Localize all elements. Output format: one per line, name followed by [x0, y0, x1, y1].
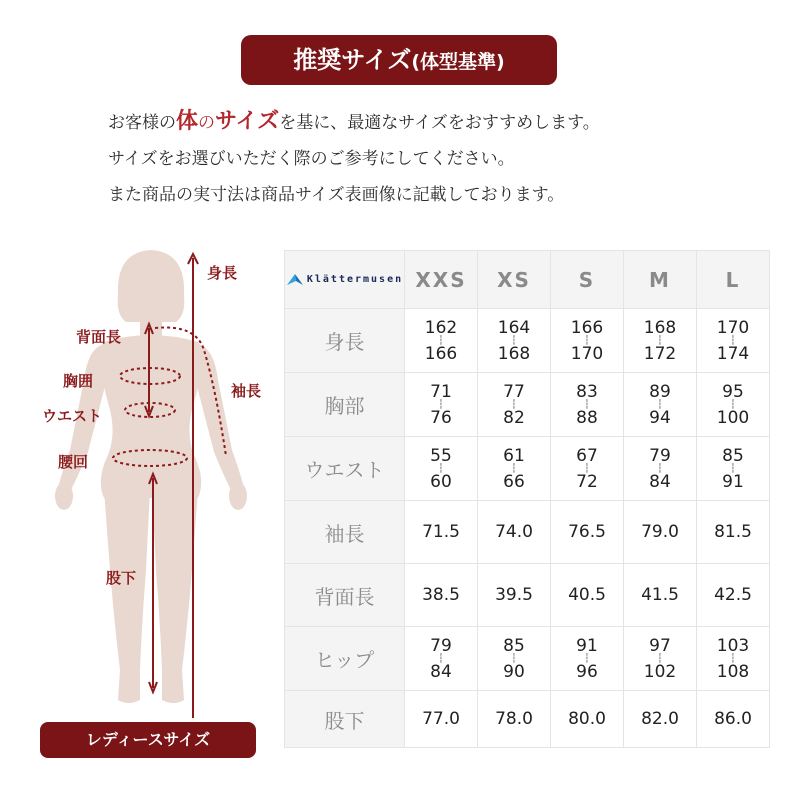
range-separator: ┆: [438, 335, 444, 346]
row-label: 股下: [285, 691, 405, 748]
body-figure-illustration: [0, 240, 280, 720]
range-max: 84: [649, 471, 671, 492]
range-min: 170: [716, 317, 750, 338]
range-max: 102: [643, 661, 677, 682]
range-separator: ┆: [584, 463, 590, 474]
intro-text: [108, 104, 600, 213]
range-max: 94: [649, 407, 671, 428]
table-cell: [551, 627, 624, 691]
table-cell: 79.0: [624, 501, 697, 564]
figure-left-hand: [55, 482, 73, 510]
label-hip: 腰回: [58, 453, 89, 471]
ladies-size-caption: レディースサイズ: [40, 722, 256, 758]
range-min: 83: [576, 381, 598, 402]
table-row-inseam: [285, 691, 770, 748]
table-cell: [405, 627, 478, 691]
size-l: L: [697, 251, 770, 309]
range-min: 67: [576, 445, 598, 466]
range-min: 166: [570, 317, 604, 338]
intro-line-3: また商品の実寸法は商品サイズ表画像に記載しております。: [108, 185, 565, 205]
banner-title: 推奨サイズ: [293, 46, 412, 74]
range-min: 71: [430, 381, 452, 402]
table-row-back-length: [285, 564, 770, 627]
range-separator: ┆: [730, 399, 736, 410]
table-cell: 41.5: [624, 564, 697, 627]
table-cell: 40.5: [551, 564, 624, 627]
range-min: 97: [649, 635, 671, 656]
table-cell: [624, 627, 697, 691]
table-cell: [551, 373, 624, 437]
row-label: 背面長: [285, 564, 405, 627]
range-separator: ┆: [657, 463, 663, 474]
range-max: 60: [430, 471, 452, 492]
range-separator: ┆: [511, 653, 517, 664]
table-cell: 42.5: [697, 564, 770, 627]
title-banner: [241, 35, 557, 85]
size-header-row: [285, 251, 770, 309]
brand-logo-cell: [285, 251, 405, 309]
range-separator: ┆: [657, 653, 663, 664]
table-cell: [697, 627, 770, 691]
size-xs: XS: [478, 251, 551, 309]
table-cell: 86.0: [697, 691, 770, 748]
table-cell: 71.5: [405, 501, 478, 564]
range-separator: ┆: [730, 335, 736, 346]
intro-highlight-body: 体: [176, 109, 199, 134]
range-max: 100: [716, 407, 750, 428]
table-cell: [697, 373, 770, 437]
label-height: 身長: [207, 264, 238, 282]
table-cell: 39.5: [478, 564, 551, 627]
range-separator: ┆: [511, 463, 517, 474]
table-cell: [624, 437, 697, 501]
range-separator: ┆: [511, 335, 517, 346]
range-max: 72: [576, 471, 598, 492]
range-separator: ┆: [584, 399, 590, 410]
size-s: S: [551, 251, 624, 309]
range-max: 172: [643, 343, 677, 364]
range-max: 108: [716, 661, 750, 682]
range-min: 89: [649, 381, 671, 402]
table-cell: [551, 437, 624, 501]
intro-line-1: [108, 104, 600, 141]
range-max: 170: [570, 343, 604, 364]
intro-line1-pre: お客様の: [108, 113, 176, 133]
table-cell: [697, 309, 770, 373]
range-separator: ┆: [657, 335, 663, 346]
range-min: 79: [649, 445, 671, 466]
table-cell: 78.0: [478, 691, 551, 748]
range-min: 85: [503, 635, 525, 656]
intro-line-2: サイズをお選びいただく際のご参考にしてください。: [108, 149, 515, 169]
range-min: 164: [497, 317, 531, 338]
label-sleeve: 袖長: [231, 382, 262, 400]
range-max: 82: [503, 407, 525, 428]
brand-logo-icon: [286, 273, 304, 287]
table-cell: [697, 437, 770, 501]
range-max: 166: [424, 343, 458, 364]
figure-left-leg: [104, 490, 150, 703]
table-cell: [551, 309, 624, 373]
label-chest: 胸囲: [63, 372, 94, 390]
range-max: 174: [716, 343, 750, 364]
size-xxs: XXS: [405, 251, 478, 309]
intro-line1-post: を基に、最適なサイズをおすすめします。: [279, 113, 600, 133]
range-separator: ┆: [438, 399, 444, 410]
row-label: ウエスト: [285, 437, 405, 501]
brand-logo-text: Klättermusen: [306, 274, 404, 285]
range-separator: ┆: [511, 399, 517, 410]
range-max: 96: [576, 661, 598, 682]
table-row-waist: [285, 437, 770, 501]
table-cell: [624, 373, 697, 437]
table-row-sleeve: [285, 501, 770, 564]
range-separator: ┆: [584, 335, 590, 346]
table-cell: [478, 627, 551, 691]
range-max: 66: [503, 471, 525, 492]
size-table: [284, 250, 770, 748]
table-cell: [405, 373, 478, 437]
range-separator: ┆: [657, 399, 663, 410]
figure-right-leg: [152, 490, 198, 703]
size-m: M: [624, 251, 697, 309]
label-waist: ウエスト: [42, 407, 103, 425]
range-min: 85: [722, 445, 744, 466]
intro-highlight-size: サイズ: [215, 109, 280, 134]
row-label: 身長: [285, 309, 405, 373]
range-min: 77: [503, 381, 525, 402]
intro-highlight-no: の: [198, 113, 216, 133]
table-cell: 38.5: [405, 564, 478, 627]
row-label: 胸部: [285, 373, 405, 437]
table-cell: [478, 309, 551, 373]
figure-right-hand: [229, 482, 247, 510]
range-separator: ┆: [584, 653, 590, 664]
figure-right-arm: [198, 344, 244, 492]
table-cell: 77.0: [405, 691, 478, 748]
table-cell: 74.0: [478, 501, 551, 564]
label-back-length: 背面長: [76, 328, 122, 346]
table-cell: 76.5: [551, 501, 624, 564]
range-max: 168: [497, 343, 531, 364]
range-min: 55: [430, 445, 452, 466]
range-separator: ┆: [438, 463, 444, 474]
label-inseam: 股下: [106, 569, 137, 587]
row-label: 袖長: [285, 501, 405, 564]
range-min: 91: [576, 635, 598, 656]
figure-hair: [118, 250, 185, 322]
range-min: 79: [430, 635, 452, 656]
row-label: ヒップ: [285, 627, 405, 691]
table-cell: [405, 309, 478, 373]
table-cell: 81.5: [697, 501, 770, 564]
table-row-height: [285, 309, 770, 373]
table-cell: [624, 309, 697, 373]
range-max: 88: [576, 407, 598, 428]
range-separator: ┆: [730, 653, 736, 664]
range-min: 168: [643, 317, 677, 338]
table-row-hip: [285, 627, 770, 691]
range-max: 84: [430, 661, 452, 682]
range-max: 76: [430, 407, 452, 428]
range-max: 91: [722, 471, 744, 492]
table-cell: [405, 437, 478, 501]
range-separator: ┆: [730, 463, 736, 474]
range-max: 90: [503, 661, 525, 682]
table-cell: [478, 373, 551, 437]
range-min: 162: [424, 317, 458, 338]
table-row-chest: [285, 373, 770, 437]
range-separator: ┆: [438, 653, 444, 664]
range-min: 103: [716, 635, 750, 656]
table-cell: [478, 437, 551, 501]
range-min: 61: [503, 445, 525, 466]
range-min: 95: [722, 381, 744, 402]
table-cell: 82.0: [624, 691, 697, 748]
banner-subtitle: (体型基準): [411, 51, 505, 73]
table-cell: 80.0: [551, 691, 624, 748]
